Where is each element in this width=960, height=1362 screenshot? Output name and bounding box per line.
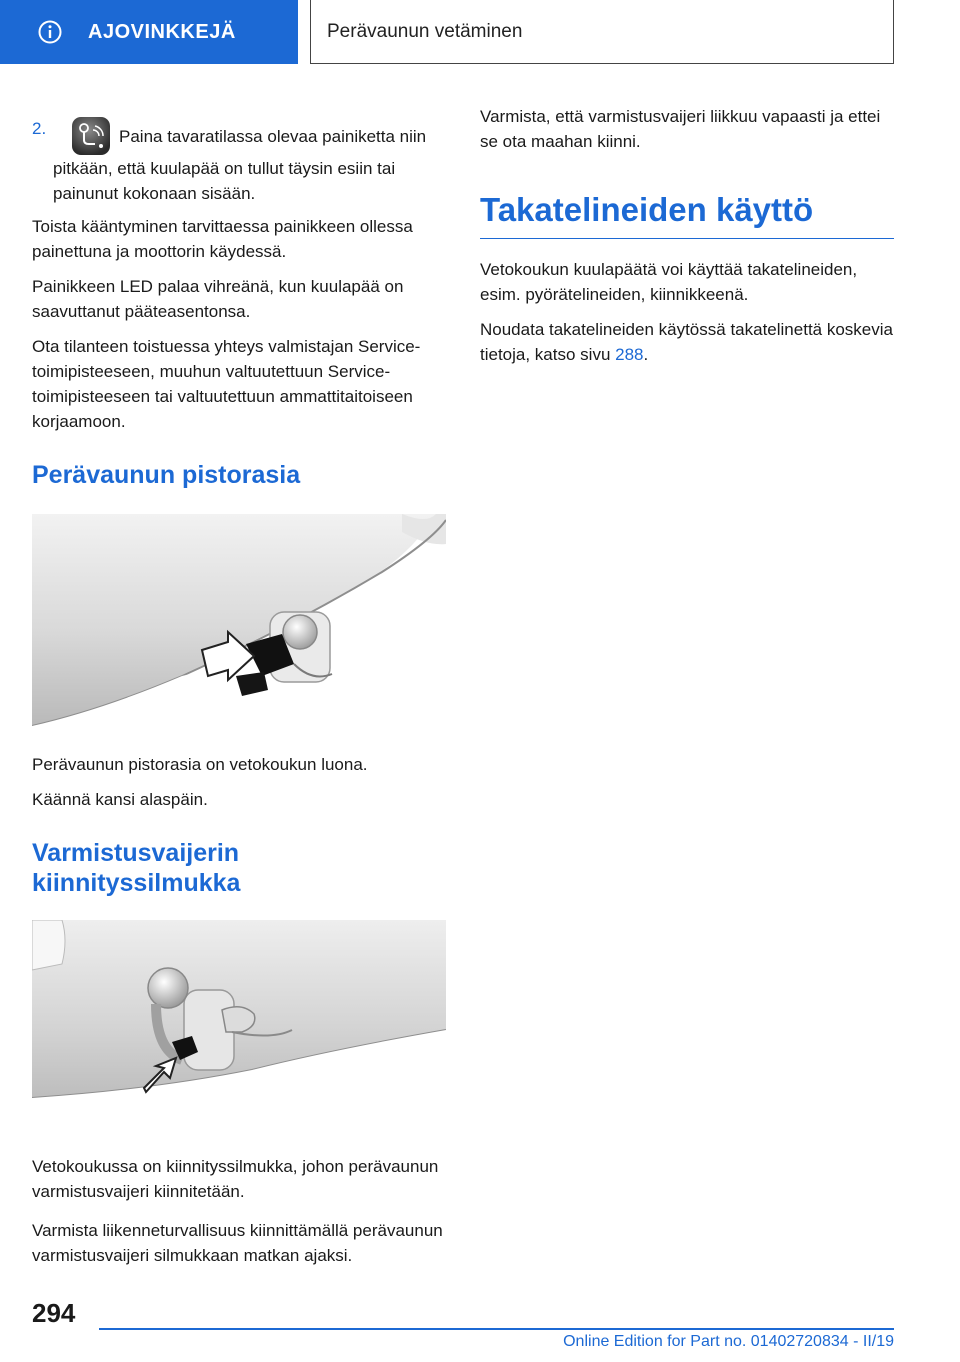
trailer-socket-illustration [32, 514, 446, 736]
paragraph: Varmista, että varmistusvaijeri liikkuu vapaasti ja ettei se ota maahan kiinni. [480, 107, 881, 151]
section-heading: Takatelineiden käyttö [480, 190, 894, 239]
paragraph: Käännä kansi alaspäin. [32, 790, 208, 809]
section-heading: Varmistusvaijerin kiinnityssilmukka [32, 839, 241, 897]
paragraph: Ota tilanteen toistuessa yhteys valmistajan Service-toimipisteeseen, muuhun valtuutettuun Service-toimipisteeseen tai valtuutettuun ammattitaitoiseen korjaamoon. [32, 337, 421, 431]
step-text-first: Paina tavaratilassa olevaa painiketta niin [119, 127, 427, 146]
footer-divider [99, 1328, 894, 1330]
paragraph: Painikkeen LED palaa vihreänä, kun kuulapää on saavuttanut pääteasentonsa. [32, 277, 404, 321]
section-label: AJOVINKKEJÄ [88, 20, 236, 43]
left-column [32, 116, 450, 1278]
info-icon [38, 20, 62, 44]
paragraph: Vetokoukussa on kiinnityssilmukka, johon perävaunun varmistusvaijeri kiinnitetään. [32, 1157, 439, 1201]
step-number: 2. [32, 119, 47, 138]
ball-head-button-icon [71, 116, 111, 156]
paragraph [480, 317, 894, 367]
paragraph: Vetokoukun kuulapäätä voi käyttää takatelineiden, esim. pyörätelineiden, kiinnikkeenä. [480, 260, 858, 304]
paragraph-end: . [643, 345, 649, 364]
paragraph: Toista kääntyminen tarvittaessa painikkeen ollessa painettuna ja moottorin käydessä. [32, 217, 413, 261]
step-item [32, 116, 450, 206]
page-title-box [310, 0, 894, 64]
page-number: 294 [32, 1298, 76, 1328]
paragraph-text: Noudata takatelineiden käytössä takatelinettä koskevia tietoja, katso sivu [480, 320, 893, 364]
page-title: Perävaunun vetäminen [327, 20, 523, 42]
section-heading: Perävaunun pistorasia [32, 461, 301, 489]
edition-text: Online Edition for Part no. 01402720834 - II/19 [563, 1333, 894, 1350]
safety-cable-eyelet-illustration [32, 920, 446, 1120]
page-link[interactable]: 288 [615, 345, 644, 364]
paragraph: Perävaunun pistorasia on vetokoukun luona. [32, 755, 368, 774]
paragraph: Varmista liikenneturvallisuus kiinnittämällä perävaunun varmistusvaijeri silmukkaan matkan ajaksi. [32, 1221, 443, 1265]
step-text-rest: pitkään, että kuulapää on tullut täysin esiin tai painunut kokonaan sisään. [53, 159, 396, 203]
section-tab [0, 0, 298, 64]
right-column [480, 104, 894, 377]
